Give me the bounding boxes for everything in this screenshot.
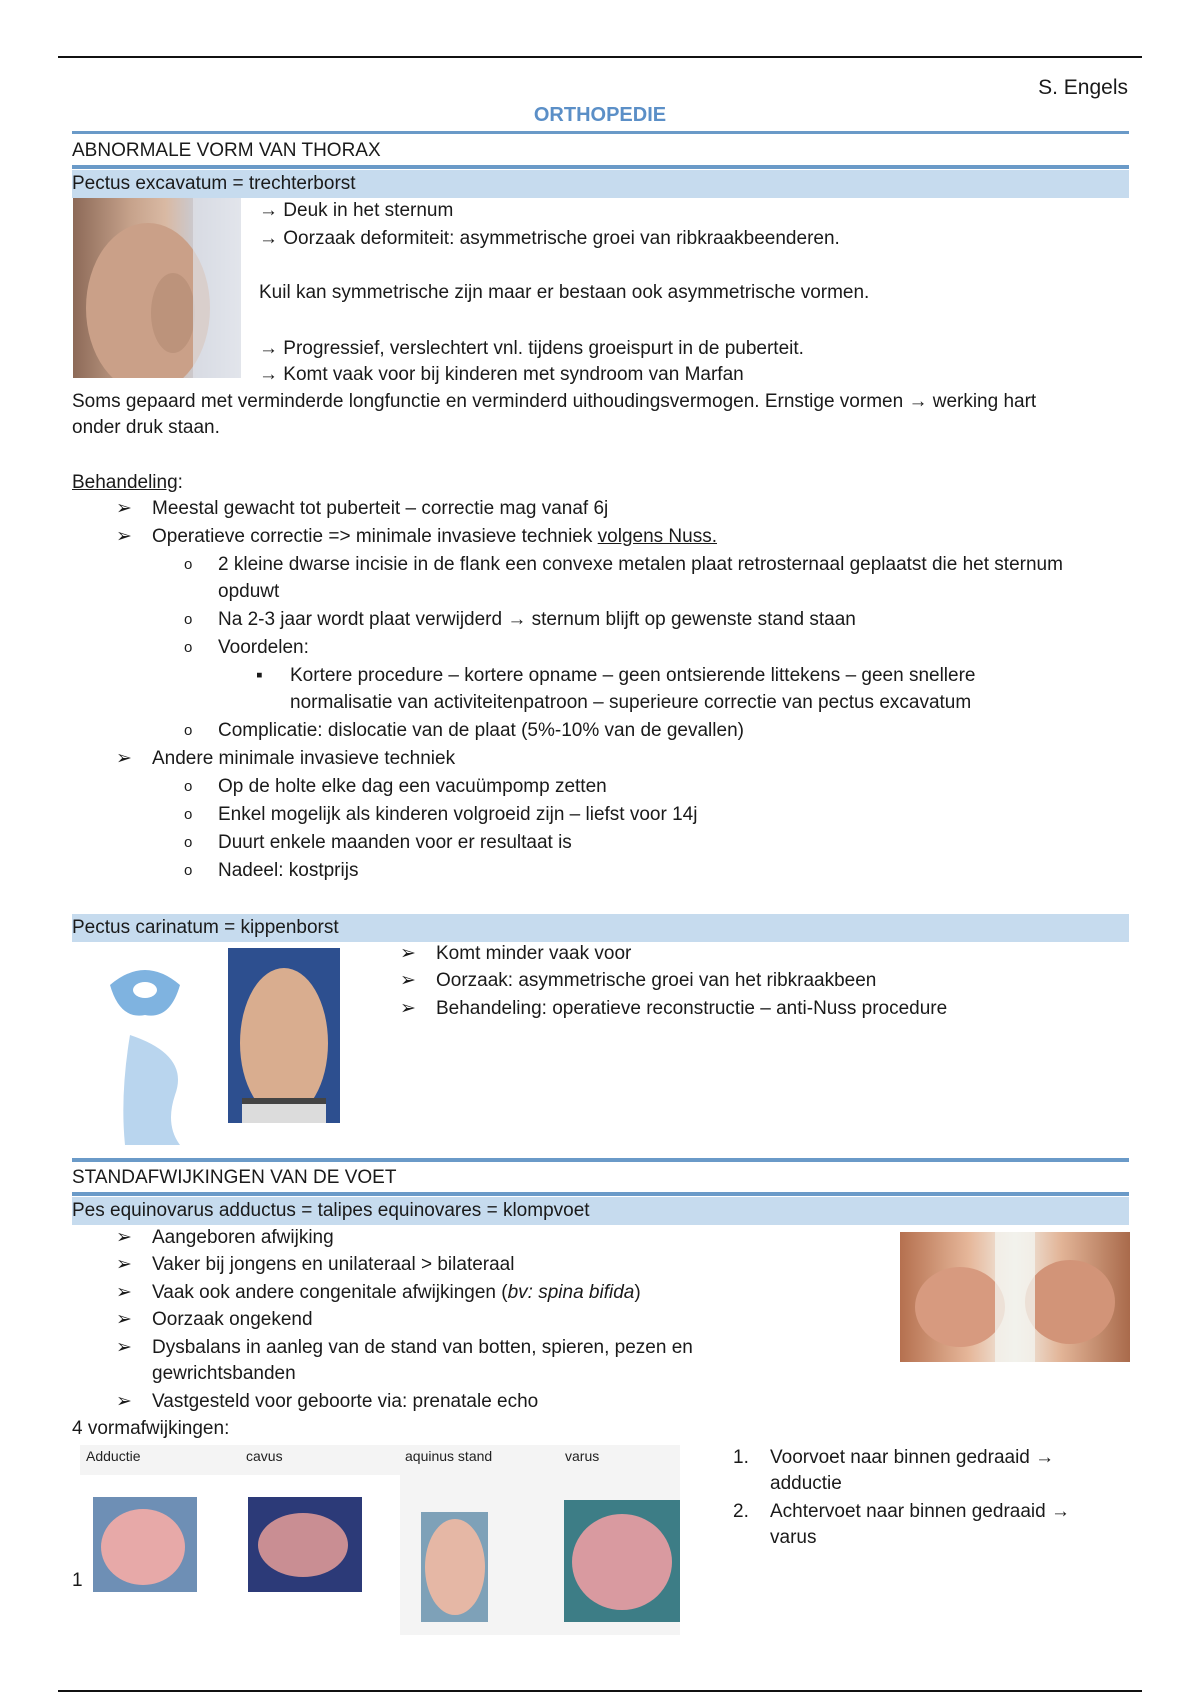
caption-adductie: Adductie <box>86 1448 141 1464</box>
klompvoet-item-6: Vastgesteld voor geboorte via: prenatale echo <box>152 1391 539 1412</box>
klompvoet-item-5a: Dysbalans in aanleg van de stand van botten, spieren, pezen en <box>152 1337 693 1358</box>
excavatum-paragraph-2: onder druk staan. <box>72 417 220 438</box>
band-klompvoet: Pes equinovarus adductus = talipes equinovares = klompvoet <box>72 1197 1129 1225</box>
excavatum-line-2: → Oorzaak deformiteit: asymmetrische groei van ribkraakbeenderen. <box>259 228 840 249</box>
vacuum-detail-1: Op de holte elke dag een vacuümpomp zetten <box>218 776 607 797</box>
arrow-bullet-icon: ➢ <box>116 498 132 519</box>
behandeling-heading: Behandeling: <box>72 472 183 493</box>
circle-bullet-icon: o <box>184 778 193 795</box>
arrow-bullet-icon: ➢ <box>400 943 416 964</box>
nuss-detail-1a: 2 kleine dwarse incisie in de flank een convexe metalen plaat retrosternaal geplaatst die het sternum <box>218 554 1063 575</box>
section-rule <box>72 1158 1129 1162</box>
caption-aquinus: aquinus stand <box>405 1448 493 1464</box>
circle-bullet-icon: o <box>184 834 193 851</box>
cavus-photo <box>248 1497 362 1592</box>
excavatum-line-4: → Progressief, verslechtert vnl. tijdens groeispurt in de puberteit. <box>259 338 804 359</box>
arrow-bullet-icon: ➢ <box>116 526 132 547</box>
klompvoet-photo <box>900 1232 1130 1362</box>
carinatum-item-3: Behandeling: operatieve reconstructie – anti-Nuss procedure <box>436 998 948 1019</box>
circle-bullet-icon: o <box>184 556 193 573</box>
excavatum-line-3: Kuil kan symmetrische zijn maar er bestaan ook asymmetrische vormen. <box>259 282 870 303</box>
circle-bullet-icon: o <box>184 806 193 823</box>
caption-cavus: cavus <box>246 1448 283 1464</box>
nuss-detail-4: Complicatie: dislocatie van de plaat (5%-10% van de gevallen) <box>218 720 744 741</box>
arrow-bullet-icon: ➢ <box>116 1227 132 1248</box>
arrow-bullet-icon: ➢ <box>116 1309 132 1330</box>
square-bullet-icon: ▪ <box>256 665 263 686</box>
klompvoet-item-5b: gewrichtsbanden <box>152 1363 296 1384</box>
carinatum-diagram <box>80 945 210 1150</box>
section-rule <box>72 1192 1129 1196</box>
figure-number: 1 <box>72 1570 83 1591</box>
section-heading-thorax: ABNORMALE VORM VAN THORAX <box>72 140 381 161</box>
treatment-item-3: Andere minimale invasieve techniek <box>152 748 456 769</box>
treatment-item-2: Operatieve correctie => minimale invasieve techniek volgens Nuss. <box>152 526 717 547</box>
excavatum-paragraph-1: Soms gepaard met verminderde longfunctie en verminderd uithoudingsvermogen. Ernstige vormen → werking hart <box>72 391 1037 412</box>
vormafwijkingen-label: 4 vormafwijkingen: <box>72 1418 230 1439</box>
caption-varus: varus <box>565 1448 600 1464</box>
klompvoet-item-1: Aangeboren afwijking <box>152 1227 334 1248</box>
arrow-bullet-icon: ➢ <box>116 1391 132 1412</box>
pectus-excavatum-photo <box>73 198 241 378</box>
carinatum-photo <box>228 948 340 1123</box>
circle-bullet-icon: o <box>184 862 193 879</box>
nuss-detail-3: Voordelen: <box>218 637 309 658</box>
nuss-detail-2: Na 2-3 jaar wordt plaat verwijderd → sternum blijft op gewenste stand staan <box>218 609 856 630</box>
vacuum-detail-3: Duurt enkele maanden voor er resultaat is <box>218 832 572 853</box>
arrow-bullet-icon: ➢ <box>116 1337 132 1358</box>
nuss-detail-1b: opduwt <box>218 581 280 602</box>
circle-bullet-icon: o <box>184 639 193 656</box>
deformity-item-1b: adductie <box>770 1473 842 1494</box>
advantages-line-1: Kortere procedure – kortere opname – geen ontsierende littekens – geen snellere <box>290 665 976 686</box>
bottom-rule <box>58 1690 1142 1692</box>
arrow-bullet-icon: ➢ <box>116 748 132 769</box>
deformity-item-2a: Achtervoet naar binnen gedraaid → <box>770 1501 1070 1522</box>
excavatum-line-5: → Komt vaak voor bij kinderen met syndroom van Marfan <box>259 364 744 385</box>
vacuum-detail-2: Enkel mogelijk als kinderen volgroeid zijn – liefst voor 14j <box>218 804 698 825</box>
section-heading-voet: STANDAFWIJKINGEN VAN DE VOET <box>72 1167 397 1188</box>
klompvoet-item-4: Oorzaak ongekend <box>152 1309 313 1330</box>
arrow-bullet-icon: ➢ <box>400 998 416 1019</box>
arrow-bullet-icon: ➢ <box>116 1282 132 1303</box>
klompvoet-item-2: Vaker bij jongens en unilateraal > bilateraal <box>152 1254 515 1275</box>
list-number-2: 2. <box>733 1501 749 1522</box>
vacuum-detail-4: Nadeel: kostprijs <box>218 860 359 881</box>
carinatum-item-2: Oorzaak: asymmetrische groei van het ribkraakbeen <box>436 970 877 991</box>
treatment-item-1: Meestal gewacht tot puberteit – correctie mag vanaf 6j <box>152 498 609 519</box>
advantages-line-2: normalisatie van activiteitenpatroon – superieure correctie van pectus excavatum <box>290 692 972 713</box>
band-pectus-excavatum: Pectus excavatum = trechterborst <box>72 170 1129 198</box>
arrow-bullet-icon: ➢ <box>116 1254 132 1275</box>
page-title: ORTHOPEDIE <box>533 104 667 126</box>
title-rule <box>72 131 1129 134</box>
section-rule <box>72 165 1129 169</box>
band-pectus-carinatum: Pectus carinatum = kippenborst <box>72 914 1129 942</box>
top-rule <box>58 56 1142 58</box>
adductie-photo <box>93 1497 197 1592</box>
deformity-item-1a: Voorvoet naar binnen gedraaid → <box>770 1447 1055 1468</box>
excavatum-line-1: → Deuk in het sternum <box>259 200 454 221</box>
circle-bullet-icon: o <box>184 722 193 739</box>
author-name: S. Engels <box>1038 76 1128 99</box>
varus-photo <box>564 1500 680 1622</box>
list-number-1: 1. <box>733 1447 749 1468</box>
deformity-item-2b: varus <box>770 1527 817 1548</box>
arrow-bullet-icon: ➢ <box>400 970 416 991</box>
aquinus-photo <box>421 1512 488 1622</box>
klompvoet-item-3: Vaak ook andere congenitale afwijkingen (bv: spina bifida) <box>152 1282 641 1303</box>
carinatum-item-1: Komt minder vaak voor <box>436 943 632 964</box>
circle-bullet-icon: o <box>184 611 193 628</box>
